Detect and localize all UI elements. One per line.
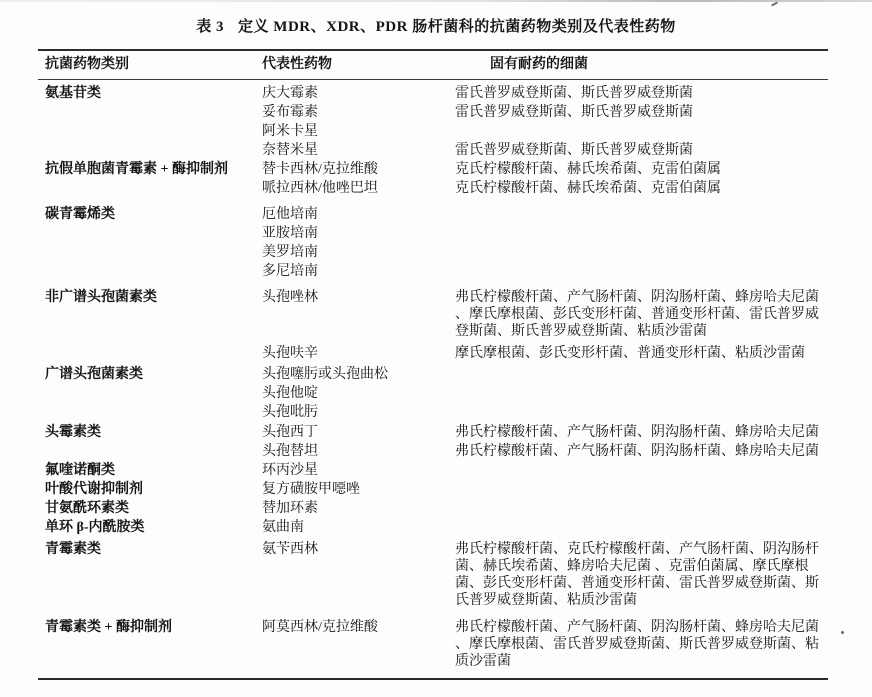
table-row	[38, 481, 828, 498]
bacteria-cell: 弗氏柠檬酸杆菌、克氏柠檬酸杆菌、产气肠杆菌、阴沟肠杆菌、赫氏埃希菌、蜂房哈夫尼菌 、克雷伯菌属、摩氏摩根菌、彭氏变形杆菌、普通变形杆菌、雷氏普罗威登斯菌、斯氏普罗威登斯菌、粘质沙雷菌	[455, 542, 819, 608]
bacteria-cell: 弗氏柠檬酸杆菌、产气肠杆菌、阴沟肠杆菌、蜂房哈夫尼菌	[455, 425, 819, 440]
bacteria-cell	[446, 462, 828, 479]
category-cell: 青霉素类	[45, 542, 101, 557]
drug-cell: 妥布霉素	[262, 105, 318, 120]
table-body	[38, 80, 828, 680]
table-row	[38, 206, 828, 223]
bacteria-cell	[446, 123, 828, 140]
drug-cell: 环丙沙星	[262, 463, 318, 478]
table-row	[38, 161, 828, 178]
category-cell	[38, 443, 256, 460]
bacteria-cell	[446, 206, 828, 223]
drug-cell: 替卡西林/克拉维酸	[262, 162, 378, 177]
category-cell: 头霉素类	[45, 425, 101, 440]
table-row	[38, 180, 828, 197]
table-row	[38, 263, 828, 280]
table-number: 表 3	[196, 19, 225, 35]
bacteria-cell	[446, 404, 828, 421]
category-group	[38, 366, 828, 421]
bacteria-cell: 雷氏普罗威登斯菌、斯氏普罗威登斯菌	[455, 86, 693, 101]
category-group	[38, 462, 828, 479]
drug-cell: 庆大霉素	[262, 86, 318, 101]
category-cell: 广谱头孢菌素类	[45, 367, 143, 382]
table-header-row	[38, 49, 828, 80]
category-cell	[38, 180, 256, 197]
category-group	[38, 85, 828, 159]
drug-cell: 多尼培南	[262, 264, 318, 279]
table-row	[38, 462, 828, 479]
category-group	[38, 541, 828, 609]
drug-cell: 头孢他啶	[262, 386, 318, 401]
column-header-category: 抗菌药物类别	[45, 57, 129, 72]
bacteria-cell: 雷氏普罗威登斯菌、斯氏普罗威登斯菌	[455, 143, 693, 158]
table-title-text: 定义 MDR、XDR、PDR 肠杆菌科的抗菌药物类别及代表性药物	[238, 19, 676, 35]
category-cell	[38, 404, 256, 421]
bacteria-cell	[446, 263, 828, 280]
category-group	[38, 424, 828, 460]
antibiotic-table	[38, 49, 828, 680]
drug-cell: 氨曲南	[262, 520, 304, 535]
table-row	[38, 244, 828, 261]
drug-cell: 头孢呋辛	[262, 346, 318, 361]
drug-cell: 氨苄西林	[262, 542, 318, 557]
drug-cell: 奈替米星	[262, 143, 318, 158]
category-group	[38, 206, 828, 280]
column-header-drug: 代表性药物	[262, 57, 332, 72]
drug-cell: 替加环素	[262, 501, 318, 516]
table-row	[38, 366, 828, 383]
category-cell	[38, 385, 256, 402]
table-row	[38, 123, 828, 140]
category-cell: 碳青霉烯类	[45, 207, 115, 222]
table-row	[38, 424, 828, 441]
table-row	[38, 541, 828, 609]
drug-cell: 哌拉西林/他唑巴坦	[262, 181, 378, 196]
table-row	[38, 404, 828, 421]
category-cell	[38, 104, 256, 121]
category-group	[38, 481, 828, 498]
drug-cell: 厄他培南	[262, 207, 318, 222]
drug-cell: 头孢西丁	[262, 425, 318, 440]
category-group	[38, 519, 828, 536]
table-row	[38, 289, 828, 340]
table-row	[38, 443, 828, 460]
drug-cell: 头孢唑林	[262, 290, 318, 305]
scan-artifact-dot	[841, 631, 844, 634]
category-cell	[38, 142, 256, 159]
category-cell: 氨基苷类	[45, 86, 101, 101]
bacteria-cell: 摩氏摩根菌、彭氏变形杆菌、普通变形杆菌、粘质沙雷菌	[455, 346, 805, 361]
drug-cell: 头孢替坦	[262, 444, 318, 459]
table-row	[38, 142, 828, 159]
table-row	[38, 619, 828, 670]
bacteria-cell	[446, 225, 828, 242]
bacteria-cell: 雷氏普罗威登斯菌、斯氏普罗威登斯菌	[455, 105, 693, 120]
table-title	[0, 0, 872, 36]
bacteria-cell	[446, 500, 828, 517]
category-cell: 氟喹诺酮类	[45, 463, 115, 478]
scan-edge-artifact	[0, 0, 872, 2]
category-cell: 青霉素类 + 酶抑制剂	[45, 620, 172, 635]
bacteria-cell	[446, 481, 828, 498]
category-cell	[38, 123, 256, 140]
drug-cell: 复方磺胺甲噁唑	[262, 482, 360, 497]
category-group	[38, 289, 828, 362]
category-group	[38, 161, 828, 197]
bacteria-cell	[446, 519, 828, 536]
category-cell: 叶酸代谢抑制剂	[45, 482, 143, 497]
category-cell	[38, 345, 256, 362]
bacteria-cell: 弗氏柠檬酸杆菌、产气肠杆菌、阴沟肠杆菌、蜂房哈夫尼菌 、摩氏摩根菌、彭氏变形杆菌、普通变形杆菌、雷氏普罗威登斯菌、斯氏普罗威登斯菌、粘质沙雷菌	[455, 290, 819, 339]
table-row	[38, 385, 828, 402]
drug-cell: 头孢噻肟或头孢曲松	[262, 367, 388, 382]
table-row	[38, 345, 828, 362]
bacteria-cell: 弗氏柠檬酸杆菌、产气肠杆菌、阴沟肠杆菌、蜂房哈夫尼菌 、摩氏摩根菌、雷氏普罗威登斯菌、斯氏普罗威登斯菌、粘质沙雷菌	[455, 620, 819, 669]
drug-cell: 阿莫西林/克拉维酸	[262, 620, 378, 635]
drug-cell: 美罗培南	[262, 245, 318, 260]
category-cell	[38, 263, 256, 280]
bacteria-cell: 克氏柠檬酸杆菌、赫氏埃希菌、克雷伯菌属	[455, 162, 721, 177]
table-row	[38, 519, 828, 536]
table-row	[38, 225, 828, 242]
category-group	[38, 500, 828, 517]
drug-cell: 亚胺培南	[262, 226, 318, 241]
category-group	[38, 619, 828, 670]
category-cell: 单环 β-内酰胺类	[45, 520, 145, 535]
category-cell	[38, 225, 256, 242]
column-header-bacteria: 固有耐药的细菌	[490, 57, 588, 72]
category-cell: 抗假单胞菌青霉素 + 酶抑制剂	[45, 162, 228, 177]
bacteria-cell	[446, 244, 828, 261]
drug-cell: 头孢吡肟	[262, 405, 318, 420]
bacteria-cell	[446, 366, 828, 383]
bacteria-cell: 克氏柠檬酸杆菌、赫氏埃希菌、克雷伯菌属	[455, 181, 721, 196]
table-row	[38, 104, 828, 121]
table-row	[38, 85, 828, 102]
category-cell: 非广谱头孢菌素类	[45, 290, 157, 305]
drug-cell: 阿米卡星	[262, 124, 318, 139]
table-row	[38, 500, 828, 517]
bacteria-cell: 弗氏柠檬酸杆菌、产气肠杆菌、阴沟肠杆菌、蜂房哈夫尼菌	[455, 444, 819, 459]
category-cell: 甘氨酰环素类	[45, 501, 129, 516]
category-cell	[38, 244, 256, 261]
bacteria-cell	[446, 385, 828, 402]
